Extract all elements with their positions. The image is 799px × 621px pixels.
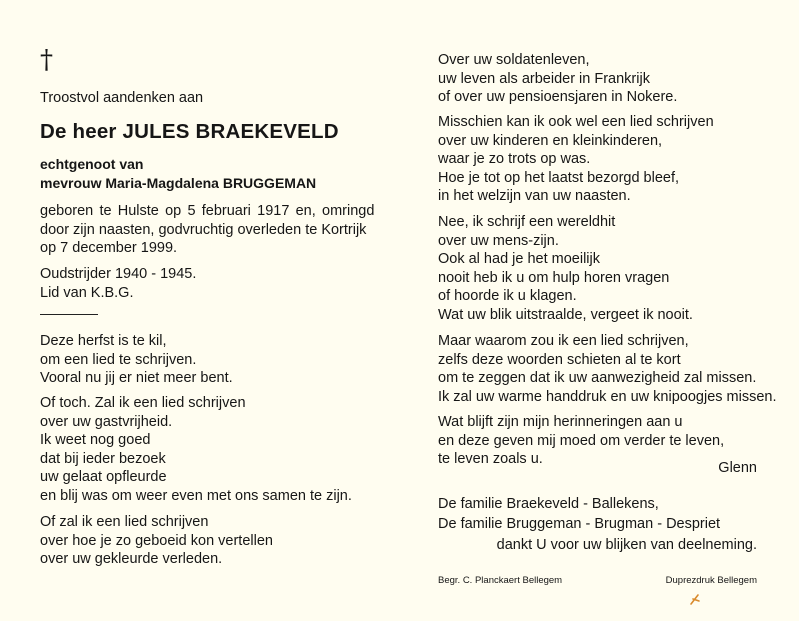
family-line: De familie Braekeveld - Ballekens, xyxy=(438,496,659,512)
poem-line: te leven zoals u. xyxy=(438,451,543,468)
poem-line: Deze herfst is te kil, xyxy=(40,333,167,349)
poem-line: Hoe je tot op het laatst bezorgd bleef, xyxy=(438,169,680,186)
family-names xyxy=(438,494,720,534)
service-info xyxy=(40,265,370,302)
poem-stanza xyxy=(438,51,677,107)
poem-line: of over uw pensioensjaren in Nokere. xyxy=(438,89,678,106)
spouse-info xyxy=(40,155,316,193)
poem-line: Maar waarom zou ik een lied schrijven, xyxy=(438,333,689,349)
poem-line: of hoorde ik u klagen. xyxy=(438,288,577,305)
poem-line: Of toch. Zal ik een lied schrijven xyxy=(40,395,246,411)
spouse-line: mevrouw Maria-Magdalena BRUGGEMAN xyxy=(40,175,317,191)
spouse-line: echtgenoot van xyxy=(40,156,144,172)
service-line: Oudstrijder 1940 - 1945. xyxy=(40,266,197,282)
poem-stanza xyxy=(438,213,693,325)
poem-line: in het welzijn van uw naasten. xyxy=(438,188,631,205)
poem-line: over uw mens-zijn. xyxy=(438,232,559,249)
poem-line: over uw gekleurde verleden. xyxy=(40,551,223,568)
birth-line: geboren te Hulste op 5 februari 1917 en, omringd xyxy=(40,203,375,219)
funeral-director: Begr. C. Planckaert Bellegem xyxy=(438,575,563,586)
poem-stanza xyxy=(40,513,273,569)
cross-icon: † xyxy=(40,45,53,75)
poem-stanza xyxy=(438,413,724,469)
poem-line: en deze geven mij moed om verder te leven, xyxy=(438,432,725,449)
poem-line: Vooral nu jij er niet meer bent. xyxy=(40,370,233,387)
poem-line: Ook al had je het moeilijk xyxy=(438,251,600,268)
poem-line: Misschien kan ik ook wel een lied schrijven xyxy=(438,114,714,130)
printer-credit: Duprezdruk Bellegem xyxy=(665,575,757,586)
thanks-text: dankt U voor uw blijken van deelneming. xyxy=(496,537,757,553)
poem-line: zelfs deze woorden schieten al te kort xyxy=(438,351,681,368)
poem-line: Nee, ik schrijf een wereldhit xyxy=(438,214,616,230)
pen-mark-icon xyxy=(688,592,702,606)
deceased-name: De heer JULES BRAEKEVELD xyxy=(40,120,339,143)
poem-stanza xyxy=(40,394,352,506)
poem-stanza xyxy=(438,332,777,406)
poem-line: waar je zo trots op was. xyxy=(438,151,591,168)
birth-line: op 7 december 1999. xyxy=(40,240,178,256)
poem-line: uw gelaat opfleurde xyxy=(40,469,167,486)
poem-stanza xyxy=(438,113,714,206)
poem-line: dat bij ieder bezoek xyxy=(40,450,166,467)
poem-line: over uw gastvrijheid. xyxy=(40,413,173,430)
poem-line: Ik zal uw warme handdruk en uw knipoogjes missen. xyxy=(438,388,777,405)
birth-line: door zijn naasten, godvruchtig overleden te Kortrijk xyxy=(40,221,367,238)
divider xyxy=(40,314,98,315)
poem-line: nooit heb ik u om hulp horen vragen xyxy=(438,269,670,286)
poem-line: uw leven als arbeider in Frankrijk xyxy=(438,70,650,87)
poem-line: over uw kinderen en kleinkinderen, xyxy=(438,132,663,149)
poem-line: over hoe je zo geboeid kon vertellen xyxy=(40,532,273,549)
poem-line: Wat uw blik uitstraalde, vergeet ik nooit. xyxy=(438,306,693,323)
poem-line: en blij was om weer even met ons samen te zijn. xyxy=(40,487,352,504)
poem-line: om een lied te schrijven. xyxy=(40,351,197,368)
poem-line: Over uw soldatenleven, xyxy=(438,52,590,68)
poem-line: Ik weet nog goed xyxy=(40,432,151,449)
poem-line: Wat blijft zijn mijn herinneringen aan u xyxy=(438,414,683,430)
poem-stanza xyxy=(40,332,233,388)
service-line: Lid van K.B.G. xyxy=(40,284,134,301)
poem-signature: Glenn xyxy=(718,460,757,476)
intro-text: Troostvol aandenken aan xyxy=(40,90,204,106)
birth-death-info xyxy=(40,202,375,258)
poem-line: Of zal ik een lied schrijven xyxy=(40,514,209,530)
poem-line: om te zeggen dat ik uw aanwezigheid zal missen. xyxy=(438,370,757,387)
family-line: De familie Bruggeman - Brugman - Despriet xyxy=(438,516,721,532)
